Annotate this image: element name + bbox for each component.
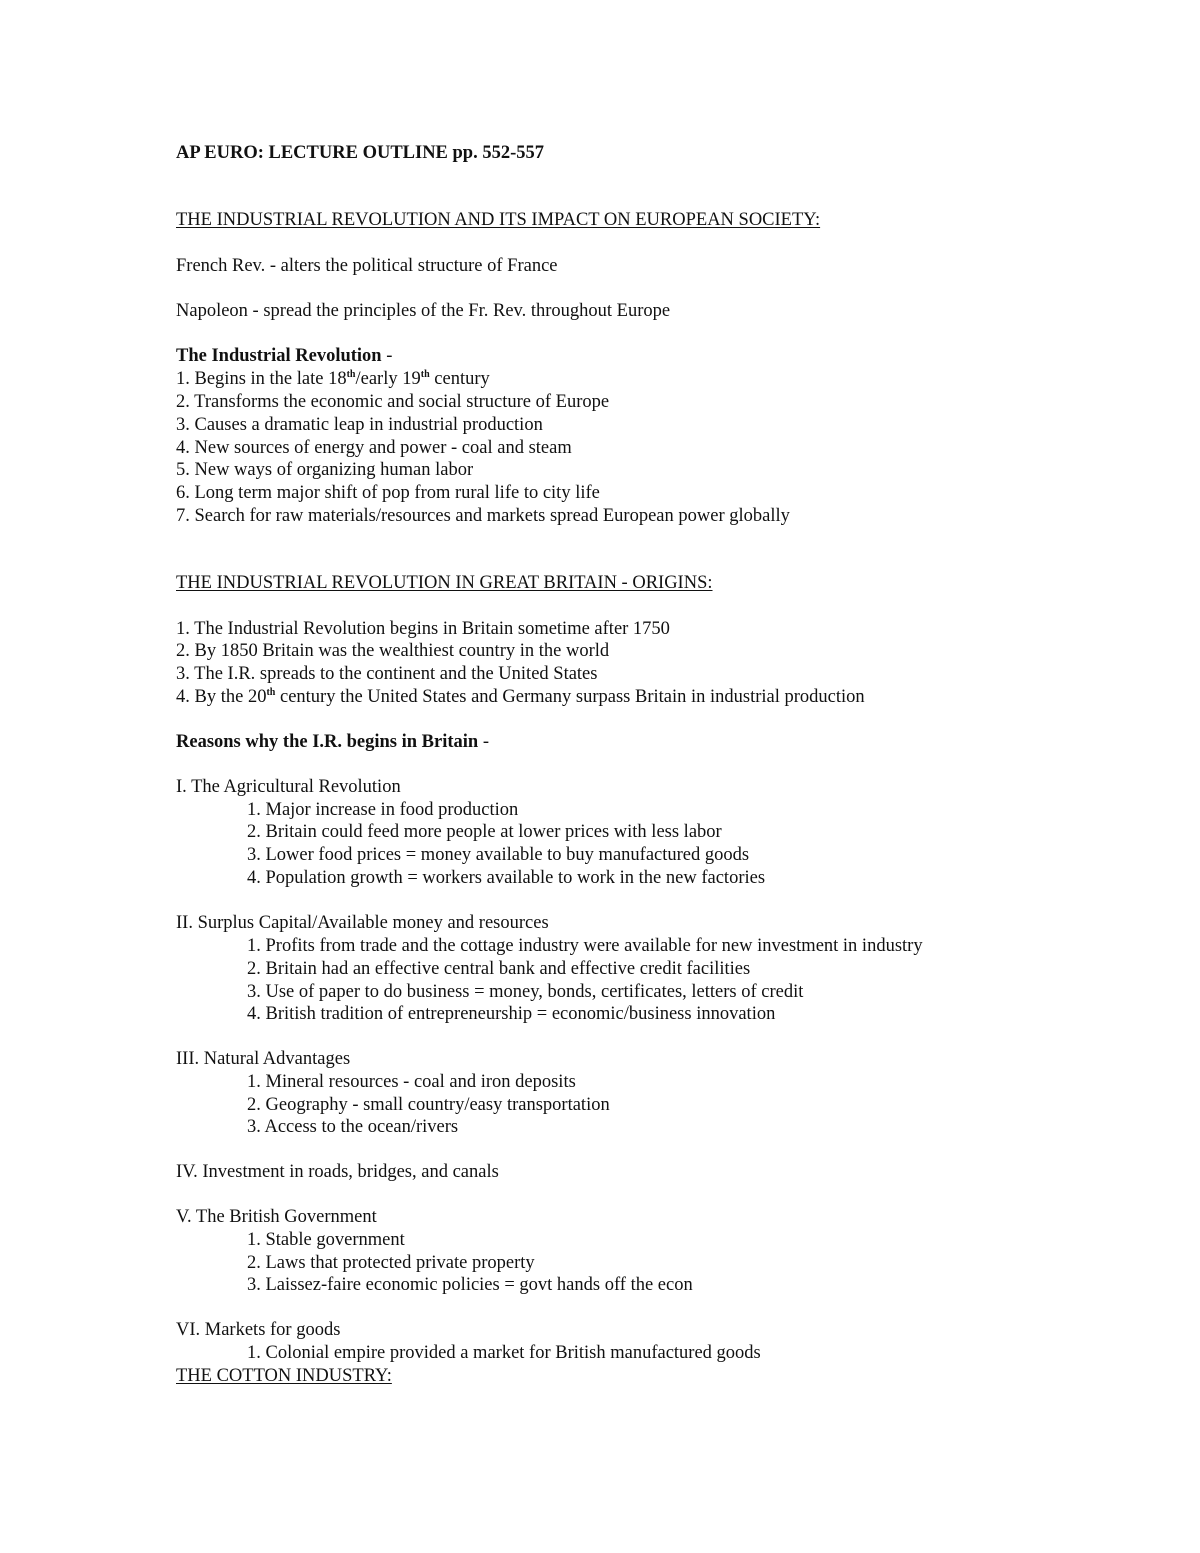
section-heading-origins: THE INDUSTRIAL REVOLUTION IN GREAT BRITAIN - ORIGINS: (176, 573, 713, 593)
reason-item: 1. Colonial empire provided a market for British manufactured goods (247, 1343, 761, 1363)
superscript: th (266, 687, 276, 698)
reason-item: 1. Profits from trade and the cottage industry were available for new investment in industry (247, 936, 923, 956)
subheading-dash: - (381, 346, 393, 366)
reason-item: 2. Britain had an effective central bank and effective credit facilities (247, 959, 751, 979)
subheading-label: The Industrial Revolution (176, 346, 382, 366)
list-item: 2. Transforms the economic and social structure of Europe (176, 392, 610, 412)
text-napoleon: Napoleon - spread the principles of the Fr. Rev. throughout Europe (176, 301, 671, 321)
reason-item: 2. Laws that protected private property (247, 1253, 535, 1273)
reason-item: 3. Lower food prices = money available to buy manufactured goods (247, 845, 750, 865)
list-item: 2. By 1850 Britain was the wealthiest country in the world (176, 641, 610, 661)
reason-item: 2. Britain could feed more people at lower prices with less labor (247, 822, 722, 842)
reason-item: 1. Major increase in food production (247, 800, 519, 820)
reason-heading-natural: III. Natural Advantages (176, 1049, 351, 1069)
reason-heading-capital: II. Surplus Capital/Available money and resources (176, 913, 549, 933)
reason-heading-agricultural: I. The Agricultural Revolution (176, 777, 401, 797)
reason-item: 4. Population growth = workers available to work in the new factories (247, 868, 766, 888)
list-item: 1. The Industrial Revolution begins in Britain sometime after 1750 (176, 619, 670, 639)
reason-item: 4. British tradition of entrepreneurship = economic/business innovation (247, 1004, 776, 1024)
reason-item: 3. Use of paper to do business = money, bonds, certificates, letters of credit (247, 982, 804, 1002)
list-item: 6. Long term major shift of pop from rural life to city life (176, 483, 600, 503)
list-item: 4. New sources of energy and power - coal and steam (176, 438, 572, 458)
list-item: 5. New ways of organizing human labor (176, 460, 474, 480)
list-item: 7. Search for raw materials/resources and markets spread European power globally (176, 506, 790, 526)
reason-item: 1. Mineral resources - coal and iron deposits (247, 1072, 576, 1092)
item-text-a: 4. By the 20 (176, 687, 267, 707)
list-item (176, 686, 865, 709)
document-title: AP EURO: LECTURE OUTLINE pp. 552-557 (176, 143, 545, 163)
reason-item: 3. Access to the ocean/rivers (247, 1117, 459, 1137)
text-french-rev: French Rev. - alters the political structure of France (176, 256, 558, 276)
subheading-reasons (176, 731, 489, 754)
section-heading-impact: THE INDUSTRIAL REVOLUTION AND ITS IMPACT ON EUROPEAN SOCIETY: (176, 210, 821, 230)
superscript: th (420, 369, 430, 380)
list-item: 3. Causes a dramatic leap in industrial production (176, 415, 543, 435)
item-text-b: /early 19 (355, 369, 421, 389)
item-text-c: century (429, 369, 490, 389)
reason-heading-markets: VI. Markets for goods (176, 1320, 341, 1340)
superscript: th (346, 369, 356, 380)
subheading-industrial-revolution (176, 345, 392, 368)
reason-heading-investment: IV. Investment in roads, bridges, and canals (176, 1162, 499, 1182)
section-heading-cotton: THE COTTON INDUSTRY: (176, 1366, 392, 1386)
reason-item: 3. Laissez-faire economic policies = govt hands off the econ (247, 1275, 693, 1295)
reason-item: 2. Geography - small country/easy transportation (247, 1095, 610, 1115)
list-item (176, 368, 490, 391)
reason-heading-government: V. The British Government (176, 1207, 377, 1227)
item-text-a: 1. Begins in the late 18 (176, 369, 347, 389)
item-text-b: century the United States and Germany surpass Britain in industrial production (275, 687, 865, 707)
subheading-label: Reasons why the I.R. begins in Britain (176, 732, 479, 752)
subheading-dash: - (478, 732, 490, 752)
reason-item: 1. Stable government (247, 1230, 405, 1250)
list-item: 3. The I.R. spreads to the continent and the United States (176, 664, 598, 684)
